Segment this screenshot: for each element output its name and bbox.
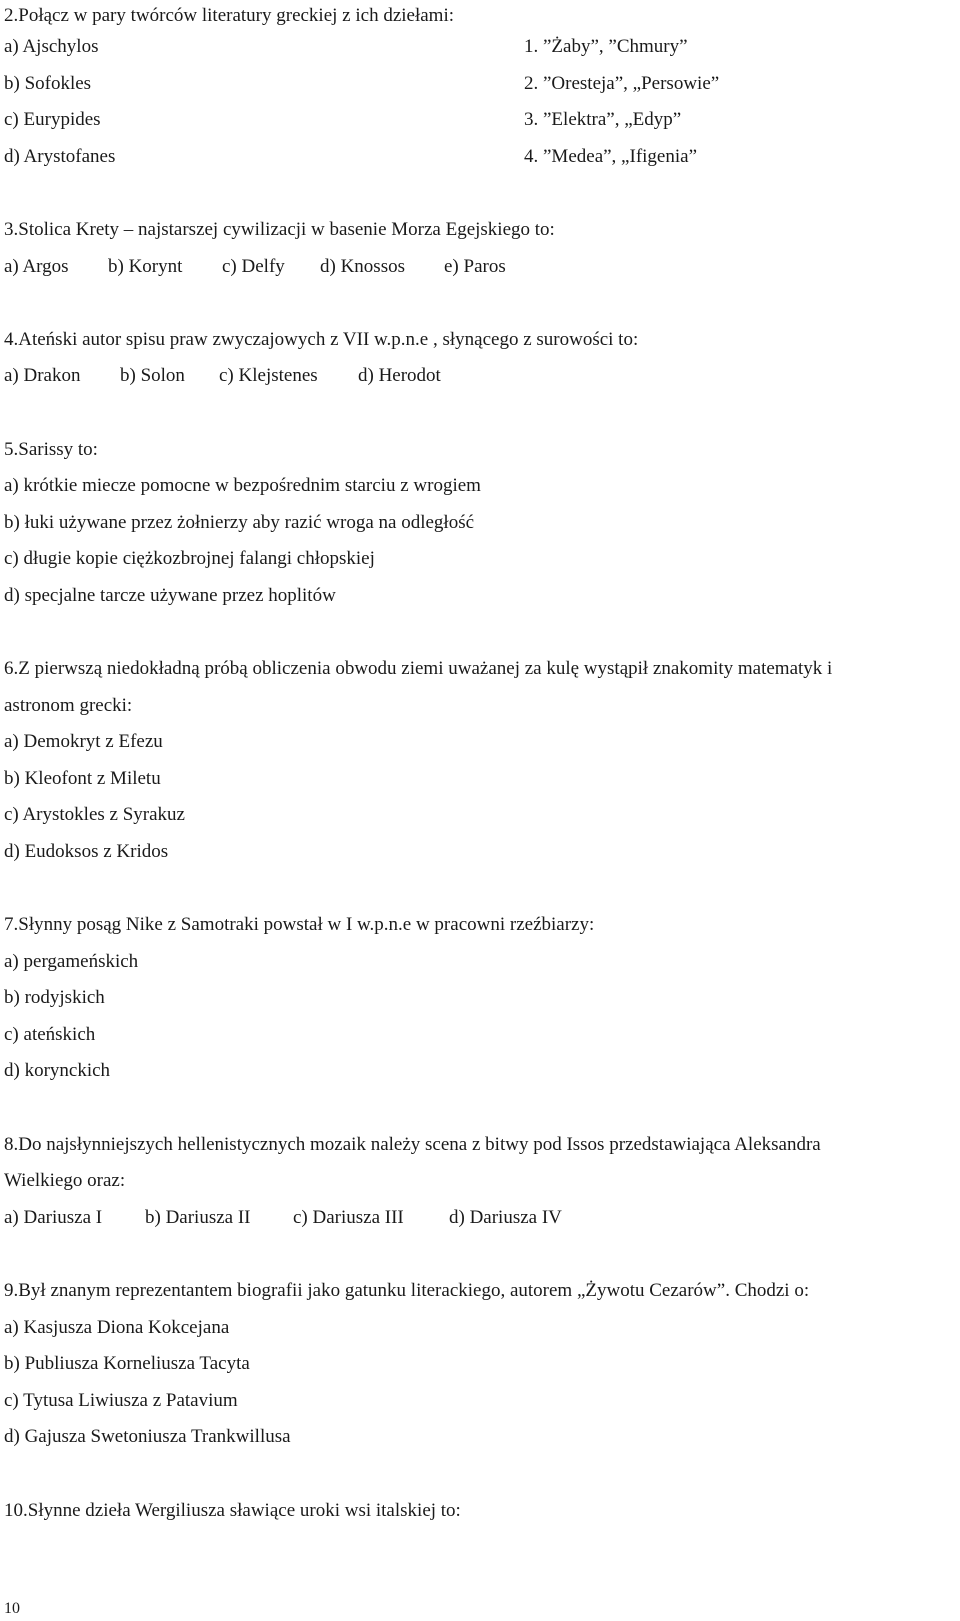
q2-author-a: a) Ajschylos	[4, 36, 99, 57]
q3-option-d: d) Knossos	[320, 256, 405, 277]
q6-option-c: c) Arystokles z Syrakuz	[4, 804, 185, 825]
q9-title: 9.Był znanym reprezentantem biografii jako gatunku literackiego, autorem „Żywotu Cezarów”. Chodzi o:	[4, 1280, 810, 1301]
q8-option-c: c) Dariusza III	[293, 1207, 404, 1228]
q6-title-line1: 6.Z pierwszą niedokładną próbą obliczenia obwodu ziemi uważanej za kulę wystąpił znakomity matematyk i	[4, 658, 833, 679]
q10-title: 10.Słynne dzieła Wergiliusza sławiące uroki wsi italskiej to:	[4, 1500, 461, 1521]
q8-options	[4, 1206, 562, 1230]
q2-work-2: 2. ”Oresteja”, „Persowie”	[524, 73, 720, 94]
q9-option-b: b) Publiusza Korneliusza Tacyta	[4, 1353, 250, 1374]
q5-option-c: c) długie kopie ciężkozbrojnej falangi chłopskiej	[4, 548, 375, 569]
q6-option-b: b) Kleofont z Miletu	[4, 768, 161, 789]
q7-option-d: d) korynckich	[4, 1060, 111, 1081]
q9-option-a: a) Kasjusza Diona Kokcejana	[4, 1317, 230, 1338]
q2-author-d: d) Arystofanes	[4, 146, 116, 167]
q3-option-a: a) Argos	[4, 256, 69, 277]
q3-options	[4, 255, 506, 279]
q2-author-b: b) Sofokles	[4, 73, 92, 94]
q4-option-c: c) Klejstenes	[219, 365, 318, 386]
q5-option-d: d) specjalne tarcze używane przez hoplitów	[4, 585, 336, 606]
q7-option-b: b) rodyjskich	[4, 987, 105, 1008]
q4-option-b: b) Solon	[120, 365, 185, 386]
q9-option-c: c) Tytusa Liwiusza z Patavium	[4, 1390, 238, 1411]
q2-author-c: c) Eurypides	[4, 109, 101, 130]
q8-option-b: b) Dariusza II	[145, 1207, 251, 1228]
q5-option-a: a) krótkie miecze pomocne w bezpośrednim starciu z wrogiem	[4, 475, 481, 496]
q3-option-b: b) Korynt	[108, 256, 183, 277]
q7-option-c: c) ateńskich	[4, 1024, 96, 1045]
q3-option-c: c) Delfy	[222, 256, 285, 277]
q6-title-line2: astronom grecki:	[4, 695, 133, 716]
q2-work-4: 4. ”Medea”, „Ifigenia”	[524, 146, 698, 167]
q8-option-a: a) Dariusza I	[4, 1207, 103, 1228]
q6-option-d: d) Eudoksos z Kridos	[4, 841, 169, 862]
q8-title-line2: Wielkiego oraz:	[4, 1170, 126, 1191]
q4-option-a: a) Drakon	[4, 365, 81, 386]
q8-title-line1: 8.Do najsłynniejszych hellenistycznych mozaik należy scena z bitwy pod Issos przedstawiająca Aleksandra	[4, 1134, 821, 1155]
q4-options	[4, 364, 441, 388]
q3-title: 3.Stolica Krety – najstarszej cywilizacji w basenie Morza Egejskiego to:	[4, 219, 555, 240]
q2-work-1: 1. ”Żaby”, ”Chmury”	[524, 36, 688, 57]
q6-option-a: a) Demokryt z Efezu	[4, 731, 163, 752]
q5-option-b: b) łuki używane przez żołnierzy aby razić wroga na odległość	[4, 512, 475, 533]
q2-work-3: 3. ”Elektra”, „Edyp”	[524, 109, 682, 130]
q4-title: 4.Ateński autor spisu praw zwyczajowych z VII w.p.n.e , słynącego z surowości to:	[4, 329, 639, 350]
q4-option-d: d) Herodot	[358, 365, 441, 386]
q5-title: 5.Sarissy to:	[4, 439, 98, 460]
q7-option-a: a) pergameńskich	[4, 951, 139, 972]
q8-option-d: d) Dariusza IV	[449, 1207, 562, 1228]
page-number: 10	[4, 1600, 20, 1617]
q3-option-e: e) Paros	[444, 256, 506, 277]
q7-title: 7.Słynny posąg Nike z Samotraki powstał w I w.p.n.e w pracowni rzeźbiarzy:	[4, 914, 595, 935]
q9-option-d: d) Gajusza Swetoniusza Trankwillusa	[4, 1426, 291, 1447]
q2-title: 2.Połącz w pary twórców literatury greckiej z ich dziełami:	[4, 5, 455, 26]
